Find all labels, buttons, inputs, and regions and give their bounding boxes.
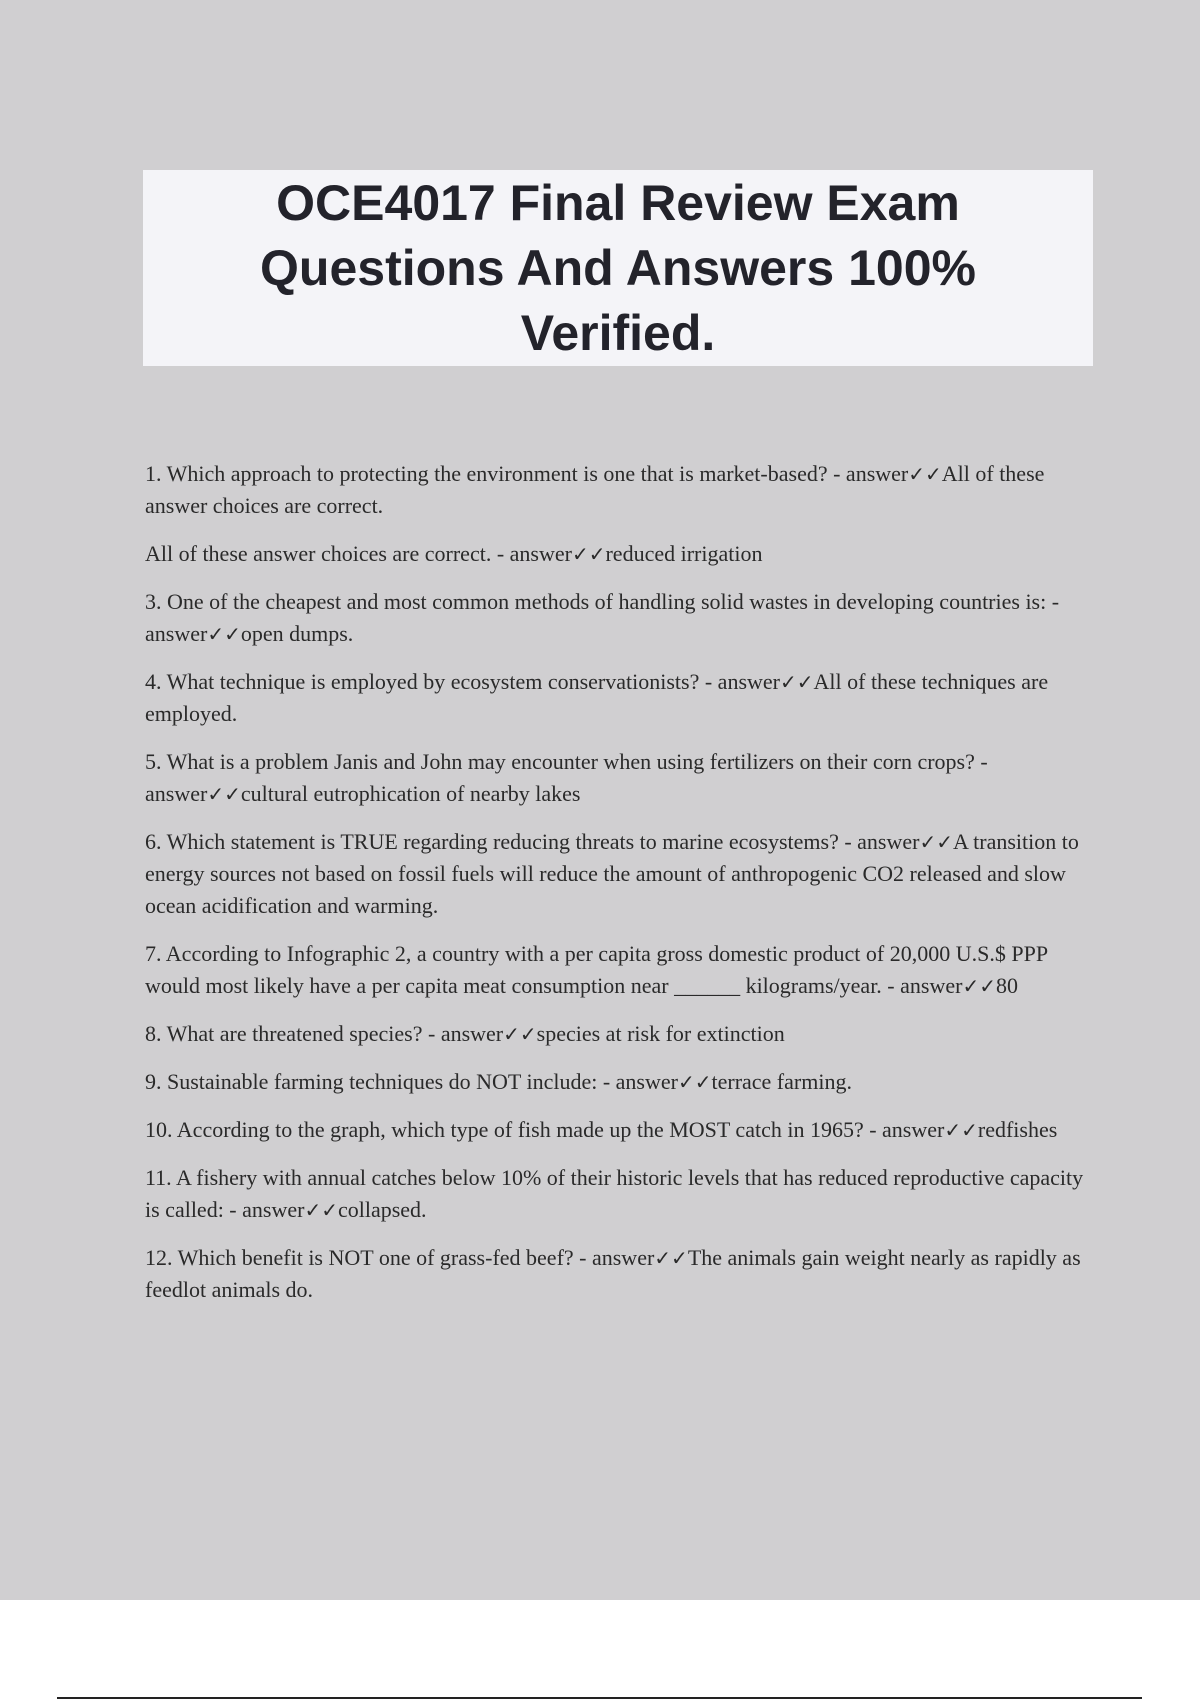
answer-text: 80: [995, 973, 1018, 998]
question-text: 4. What technique is employed by ecosystem conservationists? - answer: [145, 669, 780, 694]
check-marks-icon: ✓✓: [503, 1022, 537, 1046]
question-text: 6. Which statement is TRUE regarding reducing threats to marine ecosystems? - answer: [145, 829, 920, 854]
qa-item: [145, 1242, 1095, 1306]
qa-item: [145, 1114, 1095, 1146]
answer-text: species at risk for extinction: [536, 1021, 785, 1046]
question-text: 5. What is a problem Janis and John may encounter when using fertilizers on their corn crops? - answer: [145, 749, 988, 806]
question-text: 7. According to Infographic 2, a country with a per capita gross domestic product of 20,000 U.S.$ PPP would most likely have a per capita meat consumption near ______ kilograms/year. - answer: [145, 941, 1048, 998]
question-text: 11. A fishery with annual catches below 10% of their historic levels that has reduced reproductive capacity is called: - answer: [145, 1165, 1084, 1222]
check-marks-icon: ✓✓: [304, 1198, 338, 1222]
qa-item: [145, 458, 1095, 522]
qa-item: [145, 746, 1095, 810]
answer-text: reduced irrigation: [605, 541, 763, 566]
answer-text: A transition to energy sources not based on fossil fuels will reduce the amount of anthropogenic CO2 released and slow ocean acidification and warming.: [145, 829, 1079, 918]
question-text: 10. According to the graph, which type of fish made up the MOST catch in 1965? - answer: [145, 1117, 945, 1142]
question-text: 3. One of the cheapest and most common methods of handling solid wastes in developing countries is: - answer: [145, 589, 1060, 646]
check-marks-icon: ✓✓: [944, 1118, 978, 1142]
question-text: 9. Sustainable farming techniques do NOT include: - answer: [145, 1069, 678, 1094]
answer-text: All of these answer choices are correct.: [145, 461, 1045, 518]
qa-item: [145, 1162, 1095, 1226]
qa-item: [145, 826, 1095, 922]
check-marks-icon: ✓✓: [919, 830, 953, 854]
document-title: OCE4017 Final Review Exam Questions And Answers 100% Verified.: [260, 174, 976, 361]
qa-item: [145, 938, 1095, 1002]
answer-text: The animals gain weight nearly as rapidly as feedlot animals do.: [145, 1245, 1081, 1302]
check-marks-icon: ✓✓: [962, 974, 996, 998]
qa-item: [145, 666, 1095, 730]
check-marks-icon: ✓✓: [908, 462, 942, 486]
answer-text: collapsed.: [337, 1197, 427, 1222]
qa-item: [145, 586, 1095, 650]
question-text: All of these answer choices are correct. - answer: [145, 541, 572, 566]
answer-text: open dumps.: [240, 621, 354, 646]
answer-text: All of these techniques are employed.: [145, 669, 1049, 726]
check-marks-icon: ✓✓: [571, 542, 606, 566]
check-marks-icon: ✓✓: [207, 782, 241, 806]
check-marks-icon: ✓✓: [207, 622, 241, 646]
check-marks-icon: ✓✓: [654, 1246, 688, 1270]
qa-item: [145, 538, 1095, 570]
qa-item: [145, 1066, 1095, 1098]
check-marks-icon: ✓✓: [779, 670, 814, 694]
question-text: 8. What are threatened species? - answer: [145, 1021, 504, 1046]
question-text: 1. Which approach to protecting the environment is one that is market-based? - answer: [145, 461, 909, 486]
question-text: 12. Which benefit is NOT one of grass-fed beef? - answer: [145, 1245, 655, 1270]
answer-text: redfishes: [977, 1117, 1058, 1142]
answer-text: terrace farming.: [711, 1069, 852, 1094]
answer-text: cultural eutrophication of nearby lakes: [240, 781, 581, 806]
check-marks-icon: ✓✓: [677, 1070, 712, 1094]
footer-divider: [57, 1697, 1142, 1699]
qa-item: [145, 1018, 1095, 1050]
qa-list: [145, 458, 1095, 1322]
title-banner: [143, 170, 1093, 366]
